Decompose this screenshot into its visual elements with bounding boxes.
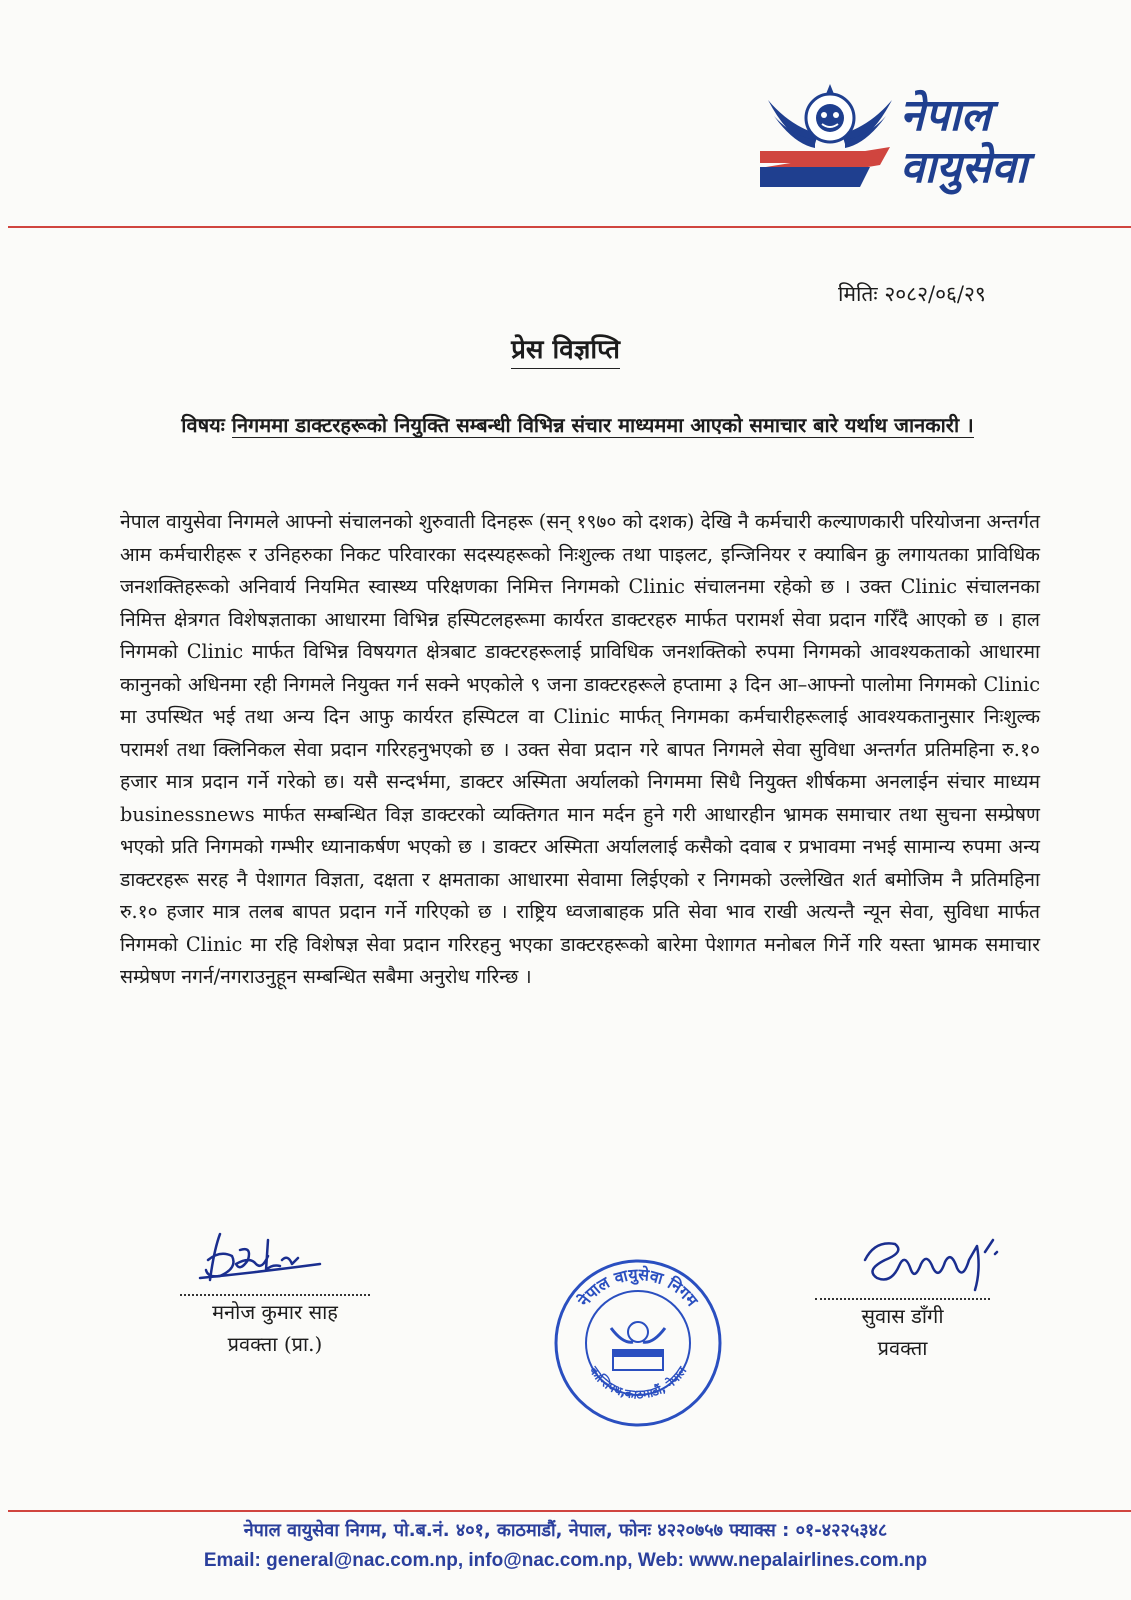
date: मितिः २०८२/०६/२९ [838, 282, 986, 306]
signatory-left [180, 1220, 370, 1360]
signatory-right-name: सुवास डाँगी [861, 1304, 944, 1328]
subject-line [120, 406, 1035, 444]
stamp-bottom-text: कान्तिपथ,काठमाडौं, नेपाल [586, 1363, 690, 1402]
body-paragraph: नेपाल वायुसेवा निगमले आफ्नो संचालनको शुरुवाती दिनहरू (सन् १९७० को दशक) देखि नै कर्मचारी कल्याणकारी परियोजना अन्तर्गत आम कर्मचारीहरू र उनिहरुका निकट परिवारका सदस्यहरूको निःशुल्क तथा पाइलट, इन्जिनियर र क्याबिन क्रु लगायतका प्राविधिक जनशक्तिहरूको अनिवार्य नियमित स्वास्थ्य परिक्षणका निमित्त निगमको Clinic संचालनमा रहेको छ । उक्त Clinic संचालनका निमित्त क्षेत्रगत विशेषज्ञताका आधारमा विभिन्न हस्पिटलहरूमा कार्यरत डाक्टरहरु मार्फत परामर्श सेवा प्रदान गरिँदै आएको छ । हाल निगमको Clinic मार्फत विभिन्न विषयगत क्षेत्रबाट डाक्टरहरूलाई प्राविधिक जनशक्तिको रुपमा निगमको आवश्यकताको आधारमा कानुनको अधिनमा रही निगमले नियुक्त गर्न सक्ने भएकोले ९ जना डाक्टरहरूले हप्तामा ३ दिन आ–आफ्नो पालोमा निगमको Clinic मा उपस्थित भई तथा अन्य दिन आफु कार्यरत हस्पिटल वा Clinic मार्फत् निगमका कर्मचारीहरूलाई आवश्यकतानुसार निःशुल्क परामर्श तथा क्लिनिकल सेवा प्रदान गरिरहनुभएको छ । उक्त सेवा प्रदान गरे बापत निगमले सेवा सुविधा अन्तर्गत प्रतिमहिना रु.१० हजार मात्र प्रदान गर्ने गरेको छ। यसै सन्दर्भमा, डाक्टर अस्मिता अर्यालको निगममा सिधै नियुक्त शीर्षकमा अनलाईन संचार माध्यम businessnews मार्फत सम्बन्धित विज्ञ डाक्टरको व्यक्तिगत मान मर्दन हुने गरी आधारहीन भ्रामक समाचार तथा सुचना सम्प्रेषण भएको प्रति निगमको गम्भीर ध्यानाकर्षण भएको छ । डाक्टर अस्मिता अर्याललाई कसैको दवाब र प्रभावमा नभई सामान्य रुपमा अन्य डाक्टरहरू सरह नै पेशागत विज्ञता, दक्षता र क्षमताका आधारमा सेवामा लिईएको र निगमको उल्लेखित शर्त बमोजिम नै प्रतिमहिना रु.१० हजार मात्र तलब बापत प्रदान गर्ने गरिएको छ । राष्ट्रिय ध्वजाबाहक प्रति सेवा भाव राखी अत्यन्तै न्यून सेवा, सुविधा मार्फत निगमको Clinic मा रहि विशेषज्ञ सेवा प्रदान गरिरहनु भएका डाक्टरहरूको बारेमा पेशागत मनोबल गिर्ने गरि यस्ता भ्रामक समाचार सम्प्रेषण नगर्न/नगराउनुहून सम्बन्धित सबैमा अनुरोध गरिन्छ । [120, 510, 1040, 988]
logo-line2: वायुसेवा [900, 142, 1027, 193]
footer-contacts: Email: general@nac.com.np, info@nac.com.np, Web: www.nepalairlines.com.np [203, 1550, 928, 1571]
svg-text:कान्तिपथ,काठमाडौं, नेपाल [586, 1363, 690, 1402]
svg-text:नेपाल वायुसेवा निगम [574, 1265, 703, 1311]
page-title [0, 330, 1131, 366]
logo-wordmark [900, 90, 1027, 194]
subject-prefix: विषयः [181, 413, 232, 437]
wing-emblem-icon [768, 84, 892, 148]
subject-text: निगममा डाक्टरहरूको नियुक्ति सम्बन्धी विभिन्न संचार माध्यममा आएको समाचार बारे यर्थाथ जानकारी । [231, 413, 974, 437]
title-text: प्रेस विज्ञप्ति [511, 335, 620, 369]
header-divider [8, 226, 1131, 228]
official-stamp [553, 1258, 723, 1428]
stamp-top-text: नेपाल वायुसेवा निगम [574, 1264, 702, 1310]
signatory-left-role: प्रवक्ता (प्रा.) [227, 1332, 323, 1356]
signatory-right [815, 1230, 990, 1364]
footer-address: नेपाल वायुसेवा निगम, पो.ब.नं. ४०१, काठमाडौं, नेपाल, फोनः ४२२०७५७ फ्याक्स : ०१-४२२५३४८ [243, 1520, 888, 1541]
footer-divider [8, 1510, 1131, 1512]
signature-right-icon [835, 1230, 1065, 1294]
red-stripe-top [760, 151, 878, 163]
signatory-left-name: मनोज कुमार साह [212, 1300, 338, 1324]
signature-left-icon [180, 1220, 370, 1290]
signatory-right-role: प्रवक्ता [877, 1336, 928, 1360]
logo-line1: नेपाल [900, 90, 991, 141]
blue-stripe [760, 167, 870, 187]
stamp-emblem-icon [611, 1322, 665, 1370]
